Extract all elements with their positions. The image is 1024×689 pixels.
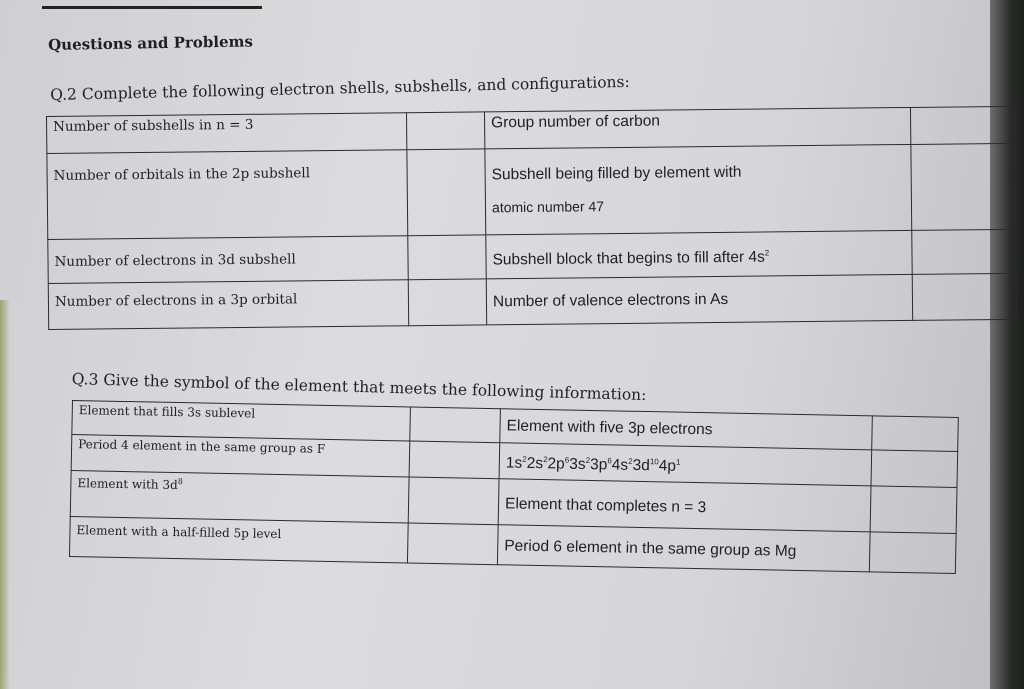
q3-row4-question: Element with a half-filled 5p level [69, 516, 408, 562]
config-sup: 1 [675, 457, 681, 467]
q3-row3-answer-field[interactable] [408, 477, 499, 525]
section-heading: Questions and Problems [48, 32, 254, 54]
config-sup: 10 [649, 457, 659, 467]
page-shadow-edge [990, 0, 1024, 689]
q3-row3-question [70, 470, 409, 522]
q3-row3-left-sup: 8 [177, 477, 183, 487]
config-sup: 2 [585, 455, 591, 465]
q3-row2-answer-field-right[interactable] [871, 450, 958, 488]
q2-row2-question-right [485, 144, 912, 234]
q3-row4-question-right: Period 6 element in the same group as Mg [497, 525, 870, 572]
q2-prompt: Complete the following electron shells, subshells, and configurations: [81, 72, 630, 104]
q2-row2-answer-field[interactable] [407, 149, 486, 236]
q3-row4-answer-field[interactable] [407, 523, 498, 565]
config-sup: 6 [607, 456, 612, 466]
q2-row1-question: Number of subshells in n = 3 [47, 113, 407, 154]
config-sup: 2 [522, 454, 527, 464]
config-sup: 2 [628, 456, 633, 466]
q2-row3-question: Number of electrons in 3d subshell [48, 236, 408, 284]
config-part: 3s [569, 455, 586, 474]
q2-number: Q.2 [50, 85, 78, 104]
q2-row2-right-line1: Subshell being filled by element with [491, 163, 742, 184]
config-sup: 6 [564, 455, 570, 465]
q2-row4-question-right: Number of valence electrons in As [486, 274, 912, 324]
q2-row4-answer-field[interactable] [408, 279, 486, 326]
q3-table [69, 400, 959, 574]
page-left-edge [0, 300, 10, 689]
q2-title [50, 73, 630, 104]
q3-title [71, 370, 646, 404]
config-part: 2s [526, 454, 544, 473]
q2-row1-answer-field-right[interactable] [910, 106, 1014, 144]
q3-number: Q.3 [71, 370, 99, 389]
q2-row2-question: Number of orbitals in the 2p subshell [47, 150, 408, 240]
table-row [47, 143, 1016, 239]
q2-row3-answer-field[interactable] [408, 235, 486, 280]
q2-row4-answer-field-right[interactable] [912, 273, 1016, 320]
q3-row2-question: Period 4 element in the same group as F [71, 435, 410, 477]
q2-row3-right-text: Subshell block that begins to fill after 4s [492, 248, 765, 269]
q3-row1-question: Element that fills 3s sublevel [72, 401, 411, 441]
q2-row2-right-line2: atomic number 47 [491, 198, 605, 216]
q2-row3-question-right [486, 230, 912, 278]
q2-row4-question: Number of electrons in a 3p orbital [48, 280, 408, 330]
q3-row1-question-right: Element with five 3p electrons [500, 409, 873, 450]
config-part: 4p [658, 457, 677, 475]
config-part: 3d [632, 456, 650, 475]
q2-row1-answer-field[interactable] [406, 112, 484, 150]
config-part: 4s [611, 456, 629, 474]
q3-row3-left-text: Element with 3d [77, 476, 178, 493]
config-part: 3p [589, 456, 608, 474]
q3-row2-answer-field[interactable] [409, 441, 500, 479]
q3-prompt: Give the symbol of the element that meets the following information: [103, 370, 647, 405]
q3-row1-answer-field[interactable] [410, 407, 501, 443]
top-rule [42, 6, 262, 9]
q2-table [46, 106, 1017, 330]
q3-row3-question-right: Element that completes n = 3 [498, 479, 871, 532]
table-row [48, 273, 1016, 329]
q2-row2-answer-field-right[interactable] [911, 143, 1016, 230]
config-part: 1s [505, 454, 523, 472]
q2-row3-right-sup: 2 [764, 248, 770, 258]
q2-row1-question-right: Group number of carbon [484, 107, 910, 148]
q2-row3-answer-field-right[interactable] [912, 229, 1016, 274]
q3-row3-answer-field-right[interactable] [870, 486, 957, 534]
config-sup: 2 [543, 455, 548, 465]
config-part: 2p [547, 455, 565, 473]
q3-row1-answer-field-right[interactable] [872, 416, 959, 452]
q3-row4-answer-field-right[interactable] [869, 532, 956, 574]
